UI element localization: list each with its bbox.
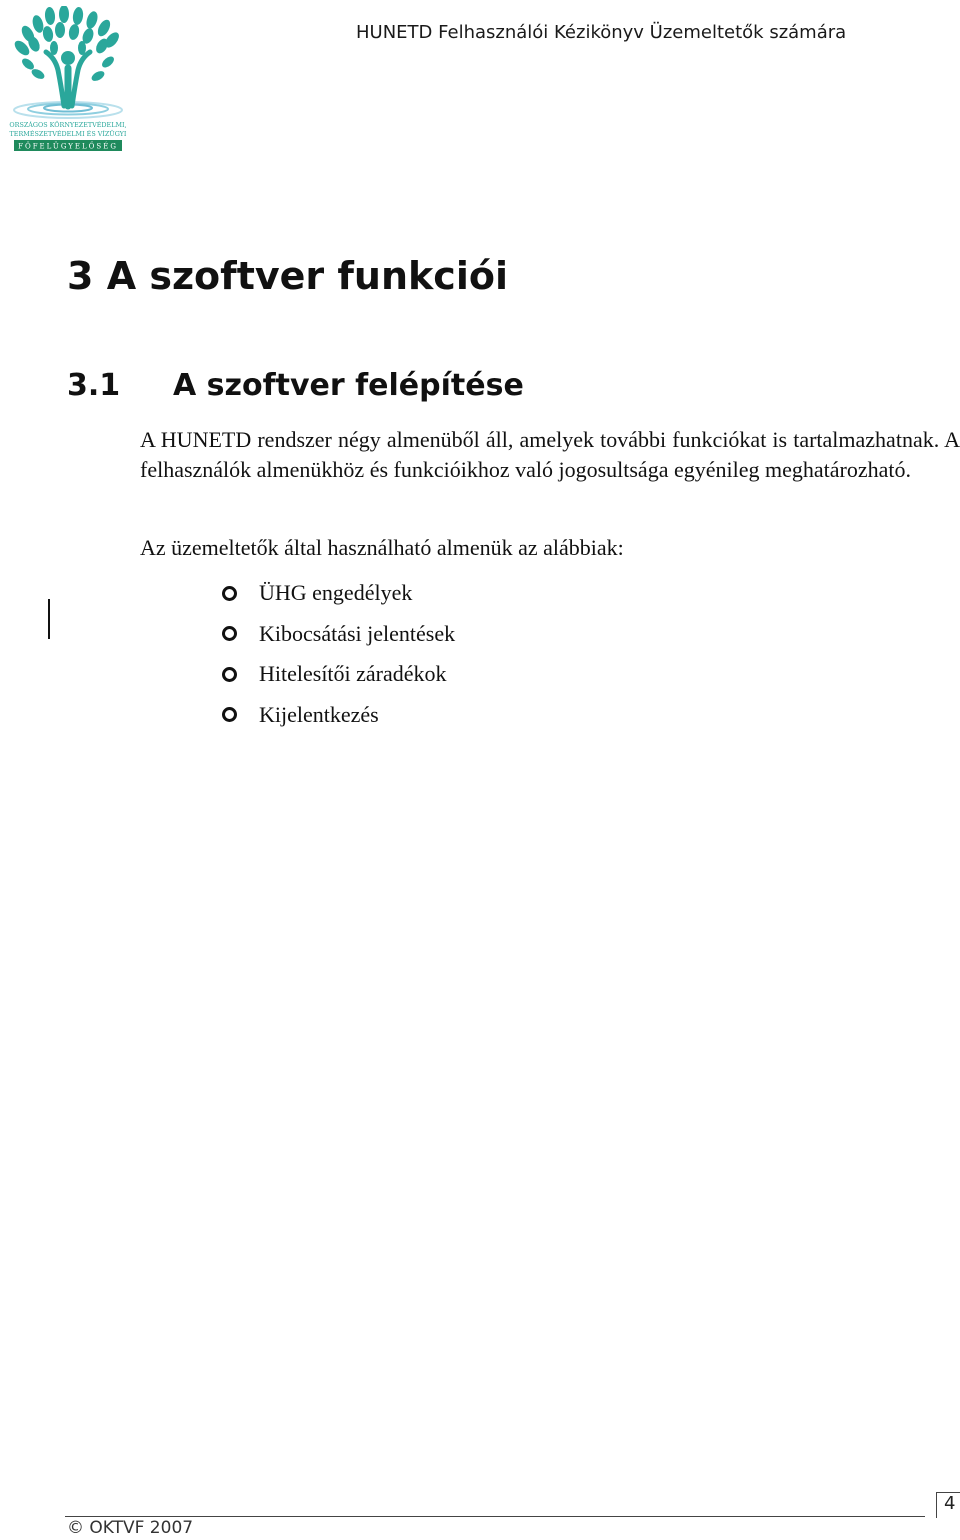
list-item (222, 654, 455, 695)
bullet-icon (222, 667, 237, 682)
revision-change-bar (48, 599, 50, 639)
oktvf-logo (8, 6, 128, 154)
svg-text:TERMÉSZETVÉDELMI ÉS VÍZÜGYI: TERMÉSZETVÉDELMI ÉS VÍZÜGYI (9, 130, 127, 138)
list-item-label: Kijelentkezés (259, 701, 379, 727)
menu-intro-paragraph: Az üzemeltetők által használható almenük az alábbiak: (140, 535, 624, 560)
list-item (222, 573, 455, 614)
svg-text:ORSZÁGOS KÖRNYEZETVÉDELMI,: ORSZÁGOS KÖRNYEZETVÉDELMI, (9, 121, 127, 129)
subsection-title: A szoftver felépítése (173, 368, 524, 403)
list-item-label: Kibocsátási jelentések (259, 620, 456, 646)
list-item-label: ÜHG engedélyek (259, 580, 413, 606)
section-heading (67, 254, 508, 298)
svg-text:FŐFELÜGYELŐSÉG: FŐFELÜGYELŐSÉG (18, 142, 118, 151)
bullet-icon (222, 626, 237, 641)
footer-copyright: © OKTVF 2007 (67, 1518, 194, 1538)
bullet-icon (222, 707, 237, 722)
list-item (222, 695, 455, 736)
bullet-icon (222, 586, 237, 601)
subsection-heading (67, 368, 524, 403)
page-number: 4 (944, 1493, 956, 1514)
subsection-number: 3.1 (67, 368, 121, 403)
intro-paragraph: A HUNETD rendszer négy almenüből áll, amelyek további funkciókat is tartalmazhatnak. A felhasználók almenükhöz és funkcióikhoz való jogosultsága egyénileg meghatározható. (140, 427, 960, 482)
submenu-list (222, 573, 455, 735)
section-title: A szoftver funkciói (106, 254, 508, 298)
list-item-label: Hitelesítői záradékok (259, 661, 447, 687)
footer-divider (65, 1516, 925, 1517)
section-number: 3 (67, 254, 94, 298)
document-header-title: HUNETD Felhasználói Kézikönyv Üzemeltetők számára (356, 22, 847, 43)
list-item (222, 614, 455, 655)
